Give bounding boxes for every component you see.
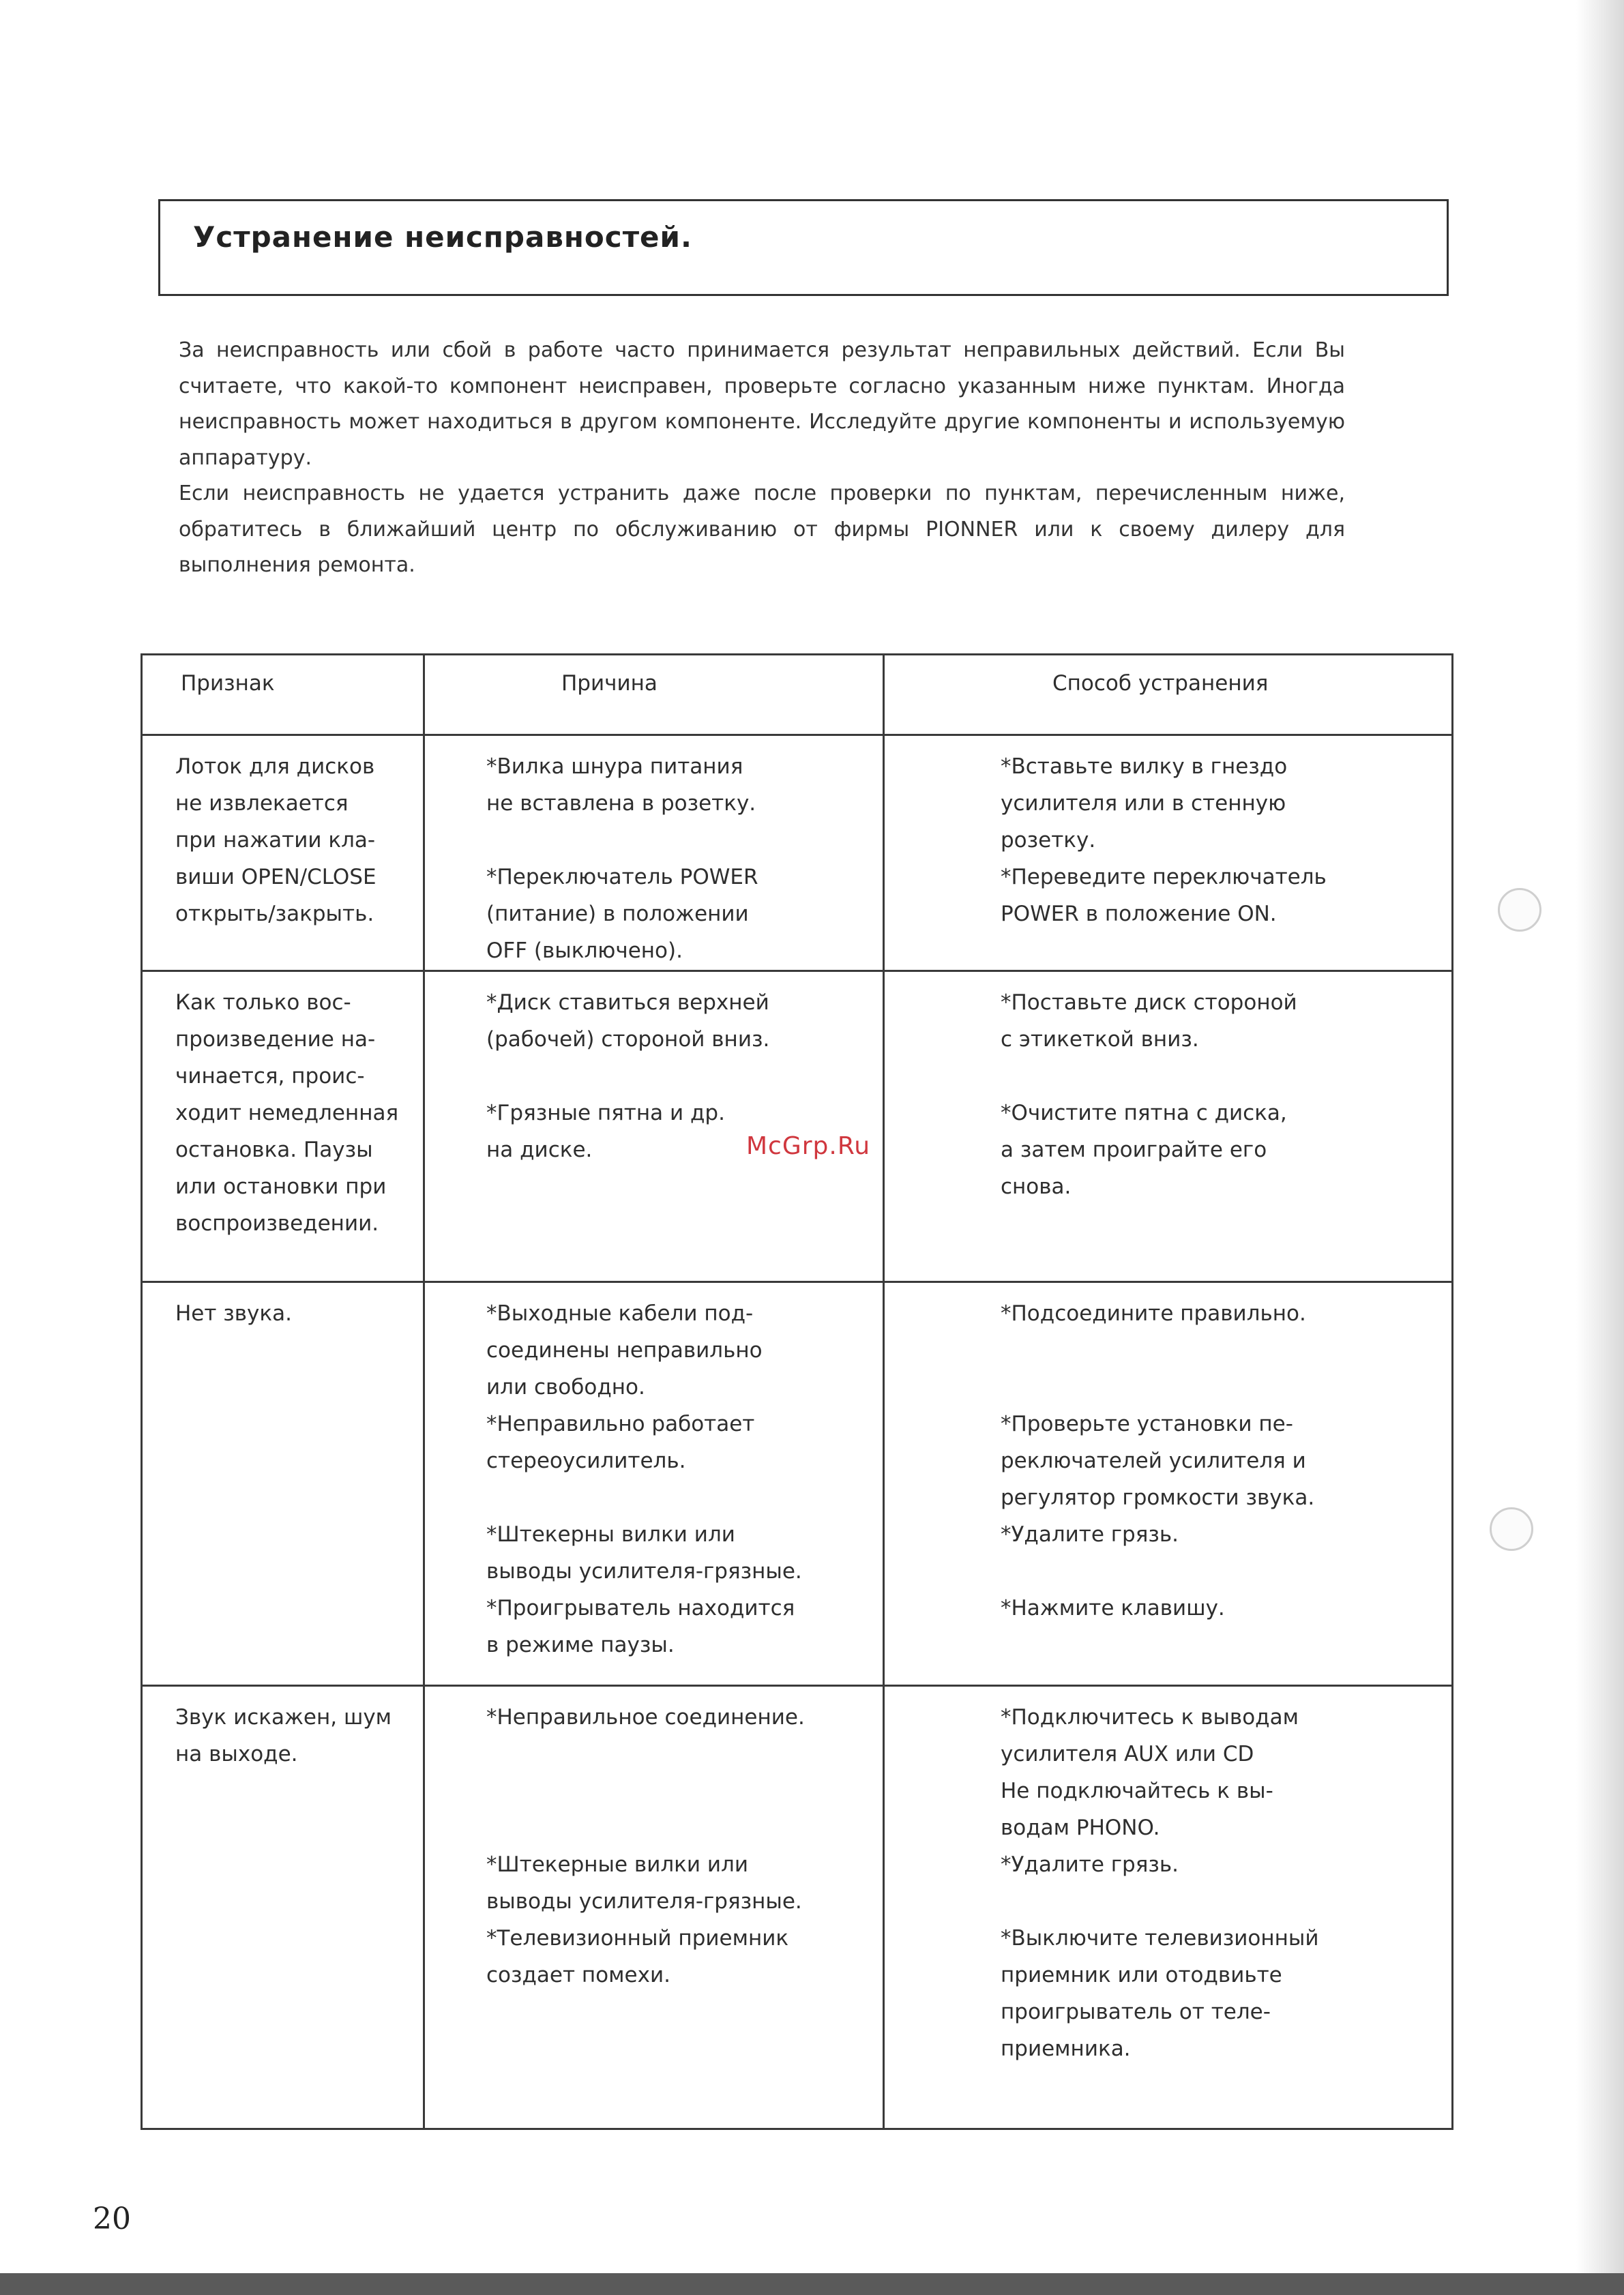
- cell-cause: [424, 971, 884, 1282]
- cell-fix: [884, 735, 1453, 971]
- cause-line: (питание) в положении: [486, 902, 749, 926]
- fix-line: *Переведите переключатель: [1001, 865, 1327, 889]
- sign-line: не извлекается: [175, 791, 349, 816]
- page-edge-shadow: [1576, 0, 1624, 2295]
- fix-line: *Выключите телевизионный: [1001, 1926, 1319, 1951]
- cell-sign: [142, 1686, 424, 2129]
- page-title: Устранение неисправностей.: [193, 220, 692, 254]
- fix-line: приемник или отодвиьте: [1001, 1963, 1282, 1987]
- spacer: [486, 1773, 882, 1809]
- cell-cause: [424, 735, 884, 971]
- cause-line: или свободно.: [486, 1375, 645, 1400]
- sign-line: остановка. Паузы: [175, 1138, 373, 1162]
- cause-line: *Переключатель POWER: [486, 865, 758, 889]
- fix-line: реключателей усилителя и: [1001, 1449, 1306, 1473]
- fix-line: *Проверьте установки пе-: [1001, 1412, 1293, 1436]
- cause-line: *Вилка шнура питания: [486, 754, 743, 779]
- fix-line: розетку.: [1001, 828, 1096, 853]
- spacer: [486, 822, 882, 859]
- cause-line: создает помехи.: [486, 1963, 670, 1987]
- header-fix: Способ устранения: [884, 655, 1453, 735]
- sign-line: воспроизведении.: [175, 1211, 379, 1236]
- fix-line: приемника.: [1001, 2037, 1131, 2061]
- scan-bottom-edge: [0, 2273, 1624, 2295]
- cell-fix: [884, 1282, 1453, 1686]
- punch-hole-bottom: [1490, 1507, 1533, 1551]
- cause-line: *Штекерны вилки или: [486, 1522, 735, 1547]
- table-row: [142, 1282, 1453, 1686]
- cause-line: в режиме паузы.: [486, 1633, 675, 1657]
- cause-line: не вставлена в розетку.: [486, 791, 756, 816]
- sign-line: при нажатии кла-: [175, 828, 376, 853]
- intro-paragraph-1: За неисправность или сбой в работе часто принимается результат неправильных действий. Если Вы считаете, что какой-то компонент неисправен, проверьте согласно указанным ниже пунктам. Иногда неисправность может находиться в другом компоненте. Исследуйте другие компоненты и используемую аппаратуру.: [179, 338, 1345, 470]
- spacer: [486, 1809, 882, 1846]
- spacer: [1001, 1369, 1451, 1406]
- cause-line: OFF (выключено).: [486, 938, 683, 963]
- intro-paragraph-2: Если неисправность не удается устранить даже после проверки по пунктам, перечисленным ниже, обратитесь в ближайший центр по обслуживанию от фирмы PIONNER или к своему дилеру для выполнения ремонта.: [179, 482, 1345, 577]
- spacer: [486, 1058, 882, 1095]
- cause-line: *Выходные кабели под-: [486, 1301, 754, 1326]
- fix-line: *Удалите грязь.: [1001, 1852, 1179, 1877]
- spacer: [1001, 1058, 1451, 1095]
- spacer: [486, 1736, 882, 1773]
- cause-line: *Грязные пятна и др.: [486, 1101, 725, 1125]
- fix-line: *Подсоедините правильно.: [1001, 1301, 1306, 1326]
- fix-line: снова.: [1001, 1174, 1072, 1199]
- table-header-row: [142, 655, 1453, 735]
- spacer: [1001, 1883, 1451, 1920]
- header-sign: Признак: [142, 655, 424, 735]
- cause-line: *Телевизионный приемник: [486, 1926, 789, 1951]
- fix-line: *Подключитесь к выводам: [1001, 1705, 1299, 1730]
- cell-sign: [142, 971, 424, 1282]
- cause-line: *Неправильное соединение.: [486, 1705, 805, 1730]
- cause-line: *Проигрыватель находится: [486, 1596, 795, 1620]
- header-cause: Причина: [424, 655, 884, 735]
- fix-line: водам PHONO.: [1001, 1816, 1160, 1840]
- table-row: [142, 971, 1453, 1282]
- page-number: 20: [93, 2202, 131, 2236]
- sign-line: Как только вос-: [175, 990, 351, 1015]
- sign-line: Звук искажен, шум: [175, 1705, 392, 1730]
- fix-line: *Нажмите клавишу.: [1001, 1596, 1225, 1620]
- sign-line: или остановки при: [175, 1174, 387, 1199]
- fix-line: усилителя AUX или CD: [1001, 1742, 1254, 1766]
- cause-line: выводы усилителя-грязные.: [486, 1559, 802, 1584]
- cause-line: на диске.: [486, 1138, 593, 1162]
- fix-line: *Удалите грязь.: [1001, 1522, 1179, 1547]
- fix-line: с этикеткой вниз.: [1001, 1027, 1199, 1052]
- sign-line: открыть/закрыть.: [175, 902, 374, 926]
- cause-line: *Диск ставиться верхней: [486, 990, 769, 1015]
- fix-line: а затем проиграйте его: [1001, 1138, 1267, 1162]
- cause-line: *Неправильно работает: [486, 1412, 755, 1436]
- intro-text: [179, 333, 1345, 584]
- fix-line: регулятор громкости звука.: [1001, 1485, 1315, 1510]
- sign-line: виши OPEN/CLOSE: [175, 865, 377, 889]
- sign-line: Нет звука.: [175, 1301, 292, 1326]
- cause-line: (рабочей) стороной вниз.: [486, 1027, 770, 1052]
- sign-line: произведение на-: [175, 1027, 376, 1052]
- spacer: [1001, 1553, 1451, 1590]
- fix-line: усилителя или в стенную: [1001, 791, 1286, 816]
- fix-line: *Очистите пятна с диска,: [1001, 1101, 1287, 1125]
- cause-line: *Штекерные вилки или: [486, 1852, 748, 1877]
- cell-cause: [424, 1686, 884, 2129]
- table-row: [142, 735, 1453, 971]
- title-box: [158, 199, 1449, 296]
- troubleshooting-table: [141, 653, 1453, 2130]
- cell-fix: [884, 1686, 1453, 2129]
- punch-hole-top: [1498, 888, 1541, 932]
- fix-line: *Вставьте вилку в гнездо: [1001, 754, 1288, 779]
- spacer: [486, 1479, 882, 1516]
- fix-line: Не подключайтесь к вы-: [1001, 1779, 1273, 1803]
- sign-line: на выходе.: [175, 1742, 298, 1766]
- cause-line: выводы усилителя-грязные.: [486, 1889, 802, 1914]
- table-body: [142, 735, 1453, 2129]
- table-row: [142, 1686, 1453, 2129]
- sign-line: ходит немедленная: [175, 1101, 399, 1125]
- fix-line: *Поставьте диск стороной: [1001, 990, 1297, 1015]
- cause-line: соединены неправильно: [486, 1338, 763, 1363]
- fix-line: POWER в положение ON.: [1001, 902, 1277, 926]
- spacer: [1001, 1332, 1451, 1369]
- sign-line: чинается, проис-: [175, 1064, 365, 1089]
- fix-line: проигрыватель от теле-: [1001, 2000, 1271, 2024]
- sign-line: Лоток для дисков: [175, 754, 375, 779]
- cause-line: стереоусилитель.: [486, 1449, 686, 1473]
- cell-sign: [142, 1282, 424, 1686]
- cell-sign: [142, 735, 424, 971]
- watermark: McGrp.Ru: [746, 1132, 871, 1160]
- cell-fix: [884, 971, 1453, 1282]
- cell-cause: [424, 1282, 884, 1686]
